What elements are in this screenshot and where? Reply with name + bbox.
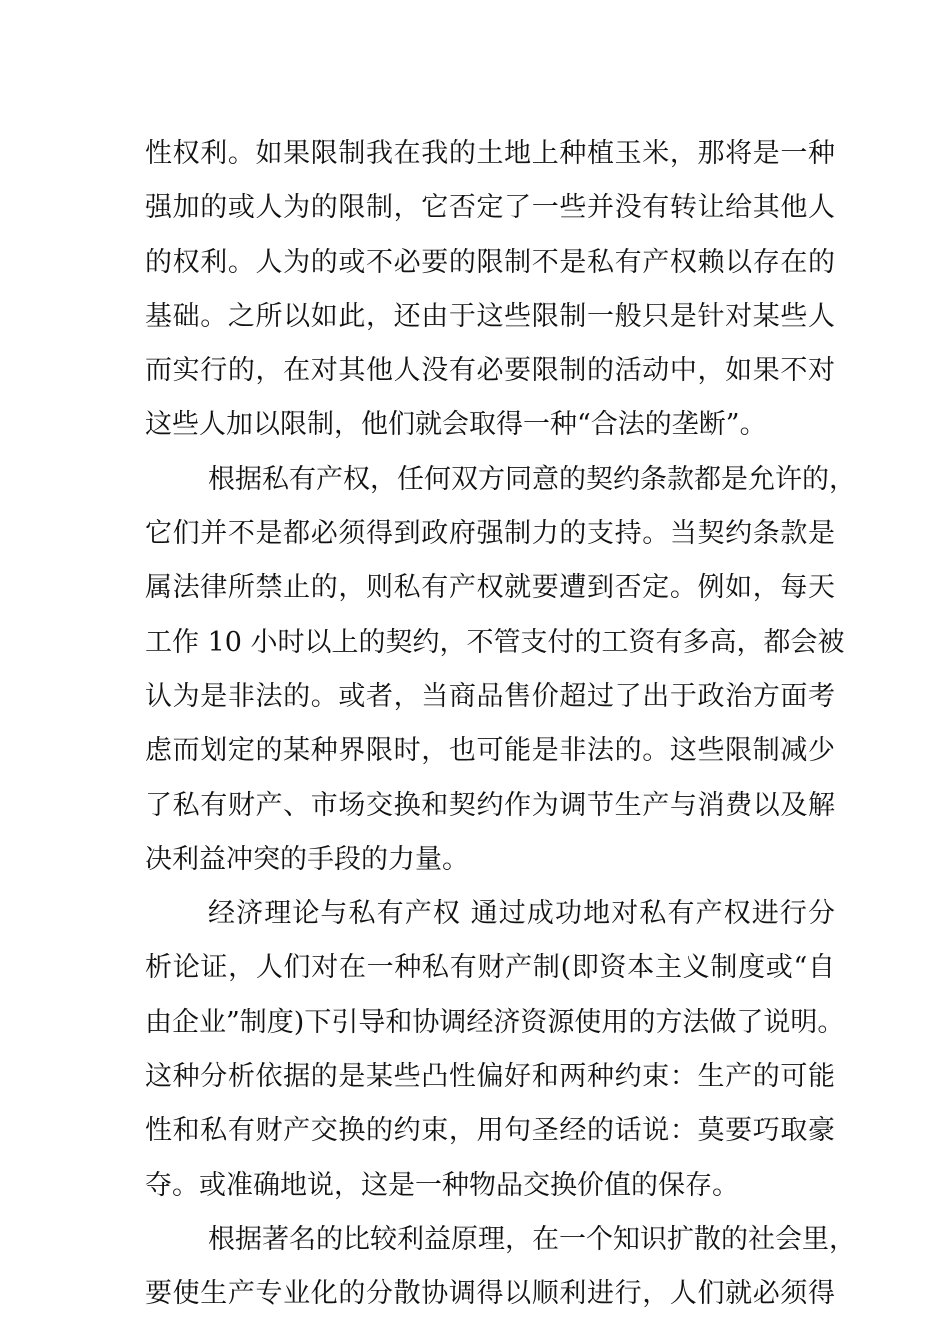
text-line: 由企业”制度)下引导和协调经济资源使用的方法做了说明。 <box>145 1006 845 1038</box>
paragraph-start-line: 根据私有产权，任何双方同意的契约条款都是允许的， <box>208 463 856 495</box>
text-line: 析论证，人们对在一种私有财产制(即资本主义制度或“自 <box>145 952 835 984</box>
text-line: 这种分析依据的是某些凸性偏好和两种约束：生产的可能 <box>145 1061 835 1093</box>
text-line: 属法律所禁止的，则私有产权就要遭到否定。例如，每天 <box>145 572 835 604</box>
text-line: 虑而划定的某种界限时，也可能是非法的。这些限制减少 <box>145 735 835 767</box>
text-line: 夺。或准确地说，这是一种物品交换价值的保存。 <box>145 1169 739 1201</box>
text-line: 决利益冲突的手段的力量。 <box>145 843 469 875</box>
text-line: 性权利。如果限制我在我的土地上种植玉米，那将是一种 <box>145 138 835 169</box>
text-line: 这些人加以限制，他们就会取得一种“合法的垄断”。 <box>145 409 767 441</box>
text-line: 基础。之所以如此，还由于这些限制一般只是针对某些人 <box>145 300 835 332</box>
body-text <box>145 127 856 1322</box>
text-line: 而实行的，在对其他人没有必要限制的活动中，如果不对 <box>145 355 835 387</box>
text-line: 认为是非法的。或者，当商品售价超过了出于政治方面考 <box>145 680 835 712</box>
text-line: 它们并不是都必须得到政府强制力的支持。当契约条款是 <box>145 518 835 550</box>
text-line: 强加的或人为的限制，它否定了一些并没有转让给其他人 <box>145 192 835 224</box>
paragraph-start-line: 经济理论与私有产权 通过成功地对私有产权进行分 <box>208 898 835 930</box>
text-line: 了私有财产、市场交换和契约作为调节生产与消费以及解 <box>145 789 835 821</box>
text-line: 工作 10 小时以上的契约，不管支付的工资有多高，都会被 <box>145 626 845 658</box>
paragraph-start-line: 根据著名的比较利益原理，在一个知识扩散的社会里， <box>208 1223 856 1255</box>
text-line: 要使生产专业化的分散协调得以顺利进行，人们就必须得 <box>145 1278 835 1310</box>
text-line: 性和私有财产交换的约束，用句圣经的话说：莫要巧取豪 <box>145 1115 835 1147</box>
text-line: 的权利。人为的或不必要的限制不是私有产权赖以存在的 <box>145 246 835 278</box>
